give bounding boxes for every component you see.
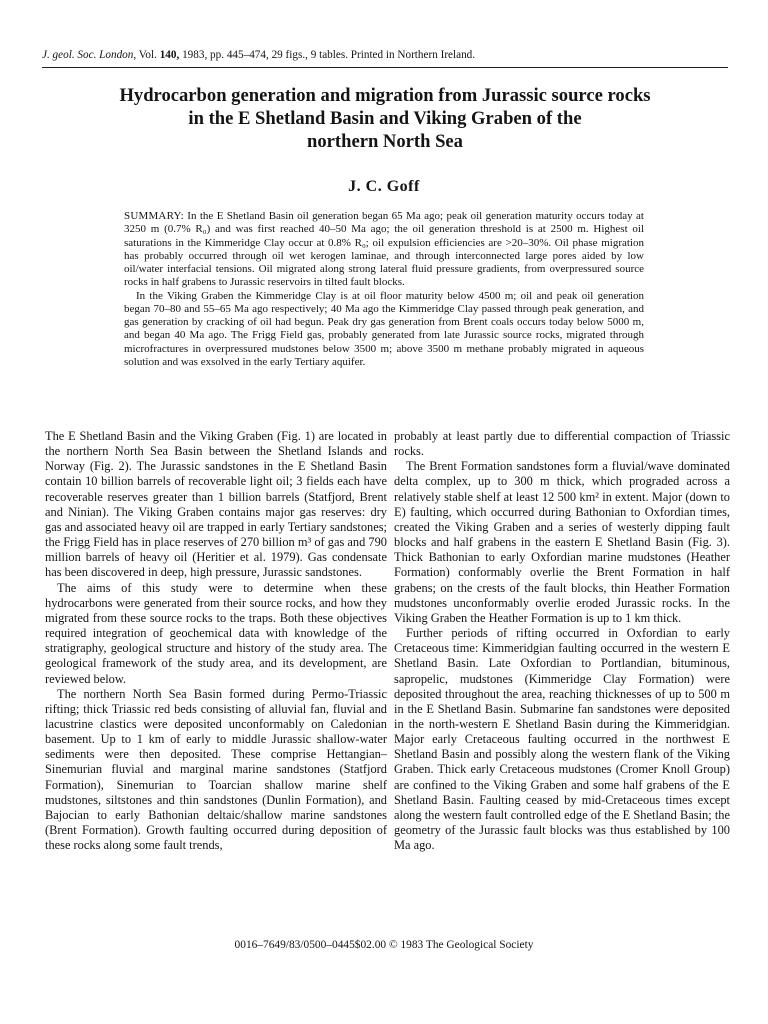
title-line-1: Hydrocarbon generation and migration from Jurassic source rocks <box>119 85 651 106</box>
summary-label: SUMMARY: <box>124 210 184 222</box>
body-paragraph: The northern North Sea Basin formed during Permo-Triassic rifting; thick Triassic red beds consisting of alluvial fan, fluvial and lacustrine clastics were deposited unconformably on Caledonian basement. Up to 1 km of early to middle Jurassic shallow-water sediments were then deposited. These comprise Hettangian–Sinemurian fluvial and marginal marine sandstones (Statfjord Formation), Sinemurian to Toarcian shallow marine shelf mudstones, siltstones and thin sandstones (Dunlin Formation), and Bajocian to early Bathonian deltaic/shallow marine sandstones (Brent Formation). Growth faulting occurred during deposition of these rocks along some fault trends, <box>45 686 387 853</box>
body-paragraph: probably at least partly due to differential compaction of Triassic rocks. <box>394 429 730 459</box>
journal-header <box>42 49 475 61</box>
summary-abstract <box>124 210 644 369</box>
author-name: J. C. Goff <box>348 178 420 195</box>
body-column-right <box>394 429 730 853</box>
body-paragraph: Further periods of rifting occurred in Oxfordian to early Cretaceous time: Kimmeridgian faulting occurred in the western E Shetland Basin. Late Oxfordian to Portlandian, bituminous, sapropelic, mudstones (Kimmeridge Clay Formation) were deposited throughout the area, reaching thicknesses of up to 500 m in the E Shetland Basin. Submarine fan sandstones were deposited in the north-western E Shetland Basin during the Kimmeridgian. Major early Cretaceous faulting occurred in the northwest E Shetland Basin and possibly along the western flank of the Viking Graben. Thick early Cretaceous mudstones (Cromer Knoll Group) are confined to the Viking Graben and some half grabens of the E Shetland Basin. Faulting ceased by mid-Cretaceous times except along the western fault controlled edge of the E Shetland Basin; the geometry of the Jurassic fault blocks was thus established by 100 Ma ago. <box>394 626 730 853</box>
journal-name: J. geol. Soc. London, <box>42 49 137 61</box>
copyright-footer: 0016–7649/83/0500–0445$02.00 © 1983 The Geological Society <box>234 939 534 951</box>
summary-paragraph-2: In the Viking Graben the Kimmeridge Clay is at oil floor maturity below 4500 m; oil and peak oil generation began 70–80 and 55–65 Ma ago respectively; 40 Ma ago the Kimmeridge Clay passed through peak generation, and gas generation by cracking of oil had begun. Peak dry gas generation from Brent coals occurs today below 5000 m, and began 40 Ma ago. The Frigg Field gas, probably generated from late Jurassic source rocks, migrated through microfractures in overpressured mudstones below 3500 m; above 3500 m methane probably migrated in aqueous solution and was exsolved in the early Tertiary aquifer. <box>124 289 644 368</box>
body-paragraph: The aims of this study were to determine when these hydrocarbons were generated from their source rocks, and how they migrated from these source rocks to the traps. Both these objectives required integration of geochemical data with knowledge of the stratigraphy, geological structure and history of the study area. The geological framework of the study area, and its development, are reviewed below. <box>45 580 387 686</box>
body-paragraph: The Brent Formation sandstones form a fluvial/wave dominated delta complex, up to 300 m thick, which prograded across a relatively stable shelf at least 12 500 km² in extent. Major (down to E) faulting, which occurred during Bathonian to Oxfordian times, created the Viking Graben and a series of westerly dipping fault blocks and half grabens in the eastern E Shetland Basin (Fig. 3). Thick Bathonian to early Oxfordian marine mudstones (Heather Formation) conformably overlie the Brent Formation in half grabens; on the crests of the fault blocks, thin Heather Formation mudstones unconformably overlie eroded Jurassic rocks. In the Viking Graben the Heather Formation is up to 1 km thick. <box>394 459 730 625</box>
volume-number: 140, <box>159 49 180 61</box>
summary-text-1: In the E Shetland Basin oil generation began 65 Ma ago; peak oil generation maturity occurs today at 3250 m (0.7% R₀) and was first reached 40–50 Ma ago; the oil generation threshold is at 2500 m. Highest oil saturations in the Kimmeridge Clay occur at 0.8% R₀; oil expulsion efficiencies are >20–30%. Oil phase migration has probably occurred through oil wet kerogen laminae, and through interconnected large pores aided by low oil/water interfacial tensions. Oil migrated along strong lateral fluid pressure gradients, from overpressured source rocks in half grabens to Jurassic reservoirs in tilted fault blocks. <box>124 210 644 289</box>
summary-paragraph-1 <box>124 210 644 290</box>
body-column-left <box>45 429 387 853</box>
header-rule <box>42 67 728 68</box>
publication-details: 1983, pp. 445–474, 29 figs., 9 tables. Printed in Northern Ireland. <box>179 49 476 61</box>
title-line-2: in the E Shetland Basin and Viking Graben of the <box>188 108 582 129</box>
body-paragraph: The E Shetland Basin and the Viking Graben (Fig. 1) are located in the northern North Sea Basin between the Shetland Islands and Norway (Fig. 2). The Jurassic sandstones in the E Shetland Basin contain 10 billion barrels of recoverable light oil; 3 fields each have recoverable reserves greater than 1 billion barrels (Statfjord, Brent and Ninian). The Viking Graben contains major gas reserves: dry gas and associated heavy oil are trapped in early Tertiary sandstones; the Frigg Field has in place reserves of 270 billion m³ of gas and 790 million barrels of heavy oil (Heritier et al. 1979). Gas condensate has been discovered in deep, high pressure, Jurassic sandstones. <box>45 429 387 580</box>
volume-prefix: Vol. <box>136 49 160 61</box>
paper-title <box>30 84 740 153</box>
title-line-3: northern North Sea <box>307 131 463 152</box>
